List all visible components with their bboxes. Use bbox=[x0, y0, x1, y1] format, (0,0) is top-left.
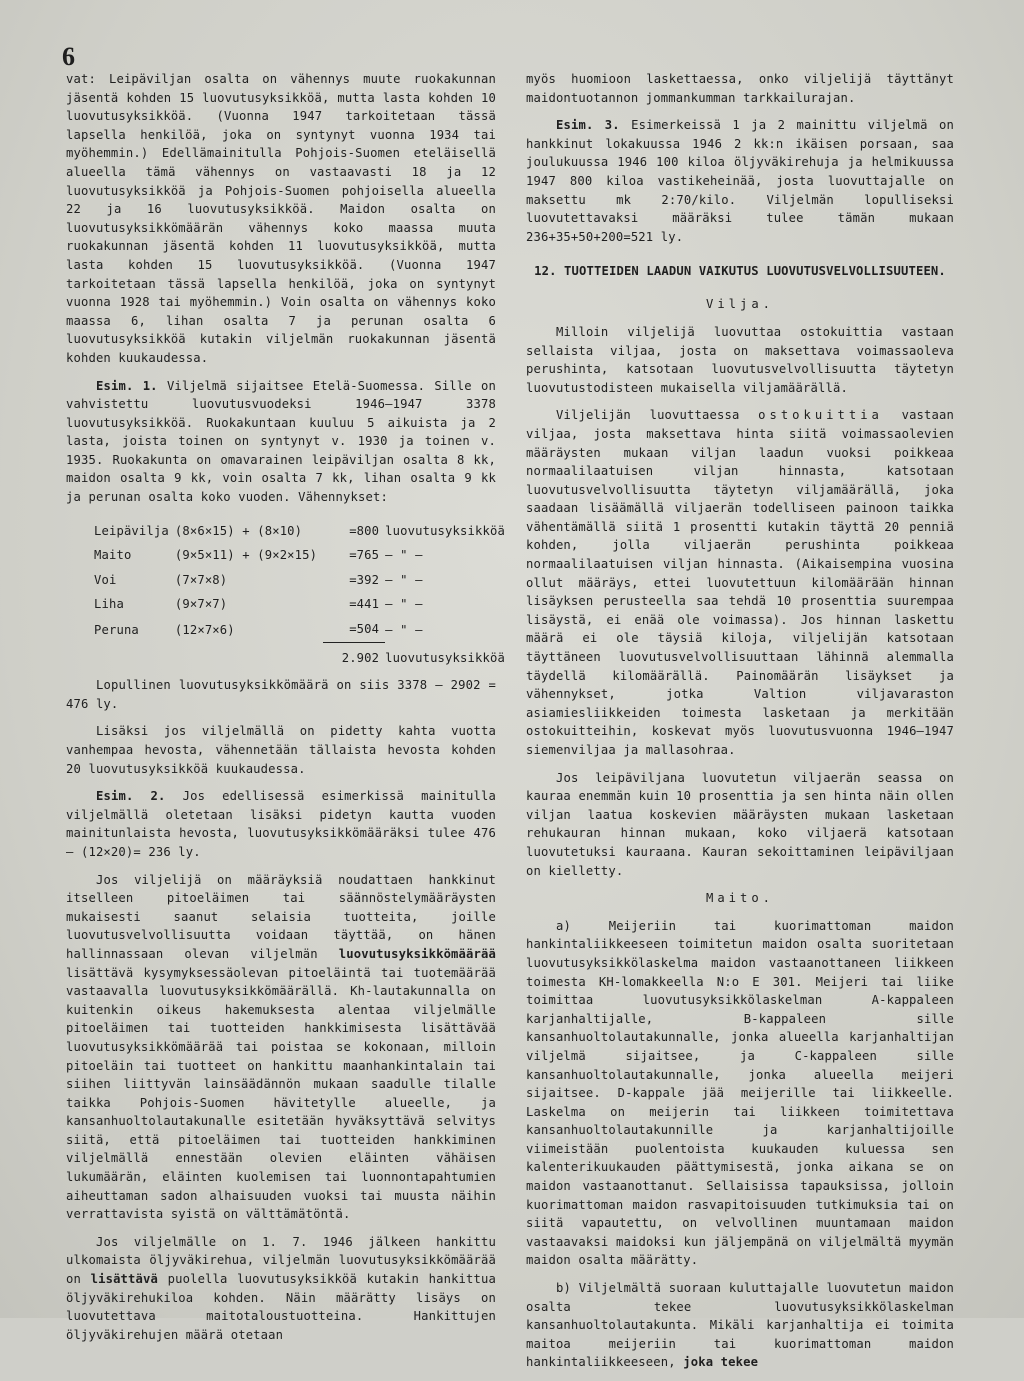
bold-run: luovutusyksikkömäärää bbox=[338, 946, 496, 961]
table-row bbox=[94, 543, 511, 568]
item-name: Liha bbox=[94, 597, 124, 612]
item-expr: (9×7×7) bbox=[174, 597, 228, 612]
item-expr: (8×6×15) + (8×10) bbox=[174, 523, 303, 538]
example-2 bbox=[66, 787, 496, 861]
subheading-vilja: Vilja. bbox=[705, 297, 775, 312]
text-run: puolella luovutusyksikköä kutakin hankittua öljyväkirehukiloa kohden. Näin määrätty lisäys on luovutettava maitotaloustuotteina. Hankittujen öljyväkirehujen määrä otetaan bbox=[66, 1272, 496, 1342]
table-row bbox=[94, 568, 511, 593]
paragraph: a) Meijeriin tai kuorimattoman maidon hankintaliikkeeseen toimitetun maidon osalta suoritetaan luovutusyksikkölaskelma maidon vastaanottaneen liikkeen toimesta KH-lomakkeella N:o E 301. Meijeri tai liike toimittaa luovutusyksikkölaskelman A-kappaleen karjanhaltijalle, B-kappaleen sille kansanhuoltolautakunnalle, jonka alueella karjanhaltijan viljelmä sijaitsee, ja C-kappaleen sille kansanhuoltolautakunnalle, jonka alueella meijeri sijaitsee. D-kappale jää meijerille tai liikkeelle. Laskelma on meijerin tai liikkeen toimitettava kansanhuoltolautakunnille ja karjanhaltijoille viimeistään puolentoista kuukauden kuluessa sen kalenterikuukauden päättymisestä, jonka aikana se on maidon vastaanottanut. Sellaisissa tapauksissa, jolloin kuorimattoman maidon rasvapitoisuuden tutkimuksia tai on siitä vapautettu, on velvollinen muuntamaan maidon vastaavaksi maidoksi kun jäljempänä on viljelmältä myymän maidon osalta määrätty. bbox=[526, 918, 954, 1268]
table-row bbox=[94, 592, 511, 617]
example-label: Esim. 3. bbox=[556, 118, 620, 133]
table-row bbox=[94, 519, 511, 544]
item-expr: (7×7×8) bbox=[174, 572, 228, 587]
total-value: 2.902 bbox=[323, 642, 385, 670]
example-label: Esim. 2. bbox=[96, 789, 166, 804]
text-run: vastaan viljaa, josta maksettava hinta siitä voimassaolevien määräysten mukaan viljan laadun vuoksi poikkeaa normaalilaatuisen viljan hinnasta, katsotaan luovutusvelvollisuutta täytetyn viljamäärällä, joka saadaan lisäämällä viljaerän todelliseen painoon taikka vähentämällä siitä 1 prosentti kutakin täyttä 20 penniä kohden, jolla viljaerän perushinta poikkeaa normaalilaatuisen viljan hinnasta. (Aikaisempina vuosina ollut määräys, ettei luovutettuun kilomäärään hinnan lisäyksen perusteella saa tehdä 10 prosenttia suurempaa lisäystä, ei enää ole voimassa). Jos hinnan laskettu määrä ei ole täysiä kiloja, viljelijän katsotaan täyttäneen luovutusvelvollisuuttaan lähinnä alemmalla täydellä kilomäärällä. Painomäärän lisäykset ja vähennykset, jotka Valtion viljavaraston asiamiesliikkeiden toimesta lasketaan ja merkitään ostokuitteihin, koskevat myös luovutusvuonna 1946—1947 siemenviljaa ja mallasohraa. bbox=[526, 408, 954, 757]
text-run: lisättävä kysymyksessäolevan pitoeläintä tai tuotemäärää vastaavalla luovutusyksikkömäärällä. Kh-lautakunnalla on kuitenkin oikeus hakemuksesta alentaa viljelmälle pitoeläimen tai tuotteiden hankkimisesta lisättävää luovutusyksikkömäärää tai poistaa se kokonaan, milloin pitoeläin tai tuotteet on hankittu maanhankintalain tai siihen liittyvän lainsäädännön mukaan saadulle tilalle taikka Pohjois-Suomen hävitetylle alueelle, ja kansanhuoltolautakunalle esitetään hyväksyttävä selvitys siitä, että pitoeläimen tai tuotteiden hankkiminen viljelmällä ennestään olevien eläinten vähäisen lukumäärän, eläinten kuolemisen tai luonnontapahtumien aiheuttaman sadon alhaisuuden vuoksi tai muusta näihin verrattavista syistä on välttämätöntä. bbox=[66, 965, 496, 1222]
item-unit: — " — bbox=[385, 622, 423, 637]
text-run: b) Viljelmältä suoraan kuluttajalle luovutetun maidon osalta tekee luovutusyksikkölaskelman kansanhuoltolautakunta. Mikäli karjanhaltija ei toimita maitoa meijeriin tai kuorimattoman maidon hankintaliikkeeseen, bbox=[526, 1281, 954, 1370]
item-name: Leipävilja bbox=[94, 523, 169, 538]
deduction-table bbox=[94, 519, 511, 671]
bold-run: lisättävä bbox=[90, 1272, 158, 1287]
subheading-maito: Maito. bbox=[705, 891, 775, 906]
item-name: Peruna bbox=[94, 622, 139, 637]
bold-run: joka tekee bbox=[683, 1355, 759, 1370]
item-expr: (9×5×11) + (9×2×15) bbox=[174, 548, 318, 563]
example-1 bbox=[66, 377, 496, 507]
section-heading: 12. TUOTTEIDEN LAADUN VAIKUTUS LUOVUTUSVELVOLLISUUTEEN. bbox=[534, 264, 946, 279]
paragraph bbox=[66, 871, 496, 1224]
item-unit: — " — bbox=[385, 548, 423, 563]
paragraph: Jos leipäviljana luovutetun viljaerän seassa on kauraa enemmän kuin 10 prosenttia ja sen hinta näin ollen viljan laatua koskevien määräysten mukaan lasketaan rehukauran hinnan mukaan, koko viljaerä katsotaan luovutetuksi kauraana. Kauran sekoittaminen leipäviljaan on kielletty. bbox=[526, 770, 954, 878]
item-expr: (12×7×6) bbox=[174, 622, 235, 637]
item-unit: luovutusyksikköä bbox=[385, 523, 505, 538]
right-column bbox=[526, 70, 954, 1381]
item-name: Maito bbox=[94, 548, 132, 563]
text-run: Jos viljelijä on määräyksiä noudattaen hankkinut itselleen pitoeläimen tai säännöstelymääräysten mukaisesti saanut selaisia tuotteita, joille luovutusvelvollisuutta voidaan täyttää, on hänen hallinnassaan olevan viljelmän bbox=[66, 872, 496, 961]
item-name: Voi bbox=[94, 572, 117, 587]
paragraph: vat: Leipäviljan osalta on vähennys muute ruokakunnan jäsentä kohden 15 luovutusyksikköä, mutta lasta kohden 10 luovutusyksikköä. (Vuonna 1947 tarkoitetaan tässä lapsella henkilöä, joka on syntynyt vuonna 1934 tai myöhemmin.) Edellämainitulla Pohjois-Suomen eteläisellä alueella tämä vähennys on vastaavasti 18 ja 12 luovutusyksikköä ja Pohjois-Suomen pohjoisella alueella 22 ja 16 luovutusyksikköä. Maidon osalta on luovutusyksikkömäärän vähennys koko maassa muuta ruokakunnan jäsentä kohden 11 luovutusyksikköä, mutta lasta kohden 15 luovutusyksikköä. (Vuonna 1947 tarkoitetaan tässä lapsella henkilöä, joka on syntynyt vuonna 1928 tai myöhemmin.) Voin osalta on vähennys koko maassa 6, lihan osalta 7 ja perunan osalta 6 luovutusyksikköä kutakin viljelmän ruokakunnan jäsentä kohden kuukaudessa. bbox=[66, 72, 496, 365]
example-text: Viljelmä sijaitsee Etelä-Suomessa. Sille on vahvistettu luovutusvuodeksi 1946—1947 3378 luovutusyksikköä. Ruokakuntaan kuuluu 5 aikuista ja 2 lasta, joista toinen on syntynyt v. 1930 ja toinen v. 1935. Ruokakunta on omavarainen leipäviljan osalta 8 kk, maidon osalta 9 kk, voin osalta 7 kk, lihan osalta 9 kk ja perunan osalta koko vuoden. Vähennykset: bbox=[66, 378, 497, 505]
paragraph: Milloin viljelijä luovuttaa ostokuittia vastaan sellaista viljaa, josta on maksettava voimassaoleva perushinta, katsotaan luovutusvelvollisuutta täytetyn luovutustodisteen mukaisella viljamäärällä. bbox=[526, 324, 954, 395]
paragraph: Lisäksi jos viljelmällä on pidetty kahta vuotta vanhempaa hevosta, vähennetään tällaista hevosta kohden 20 luovutusyksikköä kuukaudessa. bbox=[66, 724, 496, 776]
paragraph bbox=[526, 406, 954, 759]
total-unit: luovutusyksikköä bbox=[385, 650, 505, 665]
text-run: Jos viljelmälle on 1. 7. 1946 jälkeen hankittu ulkomaista öljyväkirehua, viljelmän luovutusyksikkömäärää on bbox=[66, 1234, 496, 1287]
item-result: =765 bbox=[349, 548, 380, 563]
table-total-row bbox=[94, 642, 511, 670]
example-text: Jos edellisessä esimerkissä mainitulla viljelmällä oletetaan lisäksi pidetyn kautta vuoden mainitunlaista hevosta, luovutusyksikkömääräksi tulee 476 — (12×20)= 236 ly. bbox=[66, 789, 496, 859]
example-text: Esimerkeissä 1 ja 2 mainittu viljelmä on hankkinut lokakuussa 1946 2 kk:n ikäisen porsaan, saa joulukuussa 1946 100 kiloa öljyväkirehuja ja helmikuussa 1947 800 kiloa vastikeheinää, josta luovuttajalle on maksettu mk 2:70/kilo. Viljelmän lopulliseksi luovutettavaksi määräksi tulee tämän mukaan 236+35+50+200=521 ly. bbox=[526, 118, 954, 244]
item-result: =392 bbox=[349, 572, 380, 587]
spaced-run: ostokuittia bbox=[758, 408, 883, 423]
example-label: Esim. 1. bbox=[96, 378, 158, 393]
page-number: 6 bbox=[62, 42, 75, 71]
text-run: Viljelijän luovuttaessa bbox=[556, 408, 759, 423]
paragraph bbox=[66, 1233, 496, 1345]
left-column bbox=[66, 70, 505, 1353]
paragraph: myös huomioon laskettaessa, onko viljelijä täyttänyt maidontuotannon jommankumman tarkkailurajan. bbox=[526, 72, 954, 105]
paragraph: Lopullinen luovutusyksikkömäärä on siis 3378 — 2902 = 476 ly. bbox=[66, 678, 496, 711]
example-3 bbox=[526, 116, 954, 246]
item-result: =441 bbox=[349, 597, 380, 612]
paragraph bbox=[526, 1279, 954, 1372]
table-row bbox=[94, 617, 511, 642]
item-result: =800 bbox=[349, 523, 380, 538]
item-unit: — " — bbox=[385, 572, 423, 587]
item-result: =504 bbox=[349, 622, 380, 637]
item-unit: — " — bbox=[385, 597, 423, 612]
